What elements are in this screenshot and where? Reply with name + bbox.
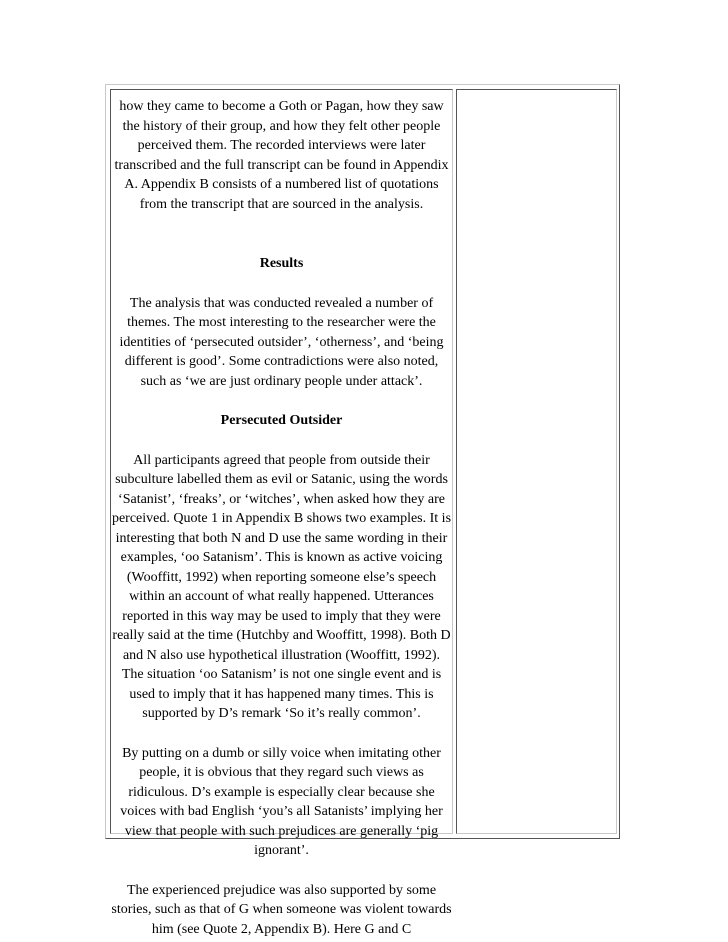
spacer bbox=[111, 391, 452, 411]
spacer bbox=[111, 431, 452, 451]
spacer bbox=[111, 274, 452, 294]
paragraph-results: The analysis that was conducted revealed a number of themes. The most interesting to the researcher were the identities of ‘persecuted outsider’, ‘otherness’, and ‘being different is good’. Some contradictions were also noted, such as ‘we are just ordinary people under attack’. bbox=[119, 295, 444, 389]
paragraph-persecuted-outsider: All participants agreed that people from outside their subculture labelled them as evil or Satanic, using the words ‘Satanist’, ‘freaks’, or ‘witches’, when asked how they are perceived. Quote 1 in Appendix B shows two examples. It is interesting that both N and D use the same wording in their examples, ‘oo Satanism’. This is known as active voicing (Wooffitt, 1992) when reporting someone else’s speech within an account of what really happened. Utterances reported in this way may be used to imply that they were really said at the time (Hutchby and Wooffitt, 1998). Both D and N also use hypothetical illustration (Wooffitt, 1992). The situation ‘oo Satanism’ is not one single event and is used to imply that it has happened many times. This is supported by D’s remark ‘So it’s really common’. bbox=[111, 452, 452, 721]
heading-persecuted-outsider: Persecuted Outsider bbox=[220, 413, 343, 428]
heading-results: Results bbox=[259, 256, 304, 271]
margin-notes-cell bbox=[456, 89, 617, 834]
spacer bbox=[111, 724, 452, 744]
paragraph-silly-voice: By putting on a dumb or silly voice when imitating other people, it is obvious that they regard such views as ridiculous. D’s example is especially clear because she voices with bad English ‘you’s all Satanists’ implying her view that people with such prejudices are generally ‘pig ignorant’. bbox=[120, 745, 443, 858]
spacer bbox=[111, 214, 452, 234]
main-text-cell bbox=[110, 89, 453, 937]
paragraph-intro: how they came to become a Goth or Pagan, how they saw the history of their group, and how they felt other people perceived them. The recorded interviews were later transcribed and the full transcript can be found in Appendix A. Appendix B consists of a numbered list of quotations from the transcript that are sourced in the analysis. bbox=[114, 99, 449, 212]
paragraph-experienced-prejudice: The experienced prejudice was also supported by some stories, such as that of G when someone was violent towards him (see Quote 2, Appendix B). Here G and C bbox=[111, 882, 452, 937]
document-table bbox=[105, 84, 620, 937]
spacer bbox=[111, 861, 452, 881]
text-column bbox=[111, 97, 452, 939]
spacer bbox=[111, 234, 452, 254]
